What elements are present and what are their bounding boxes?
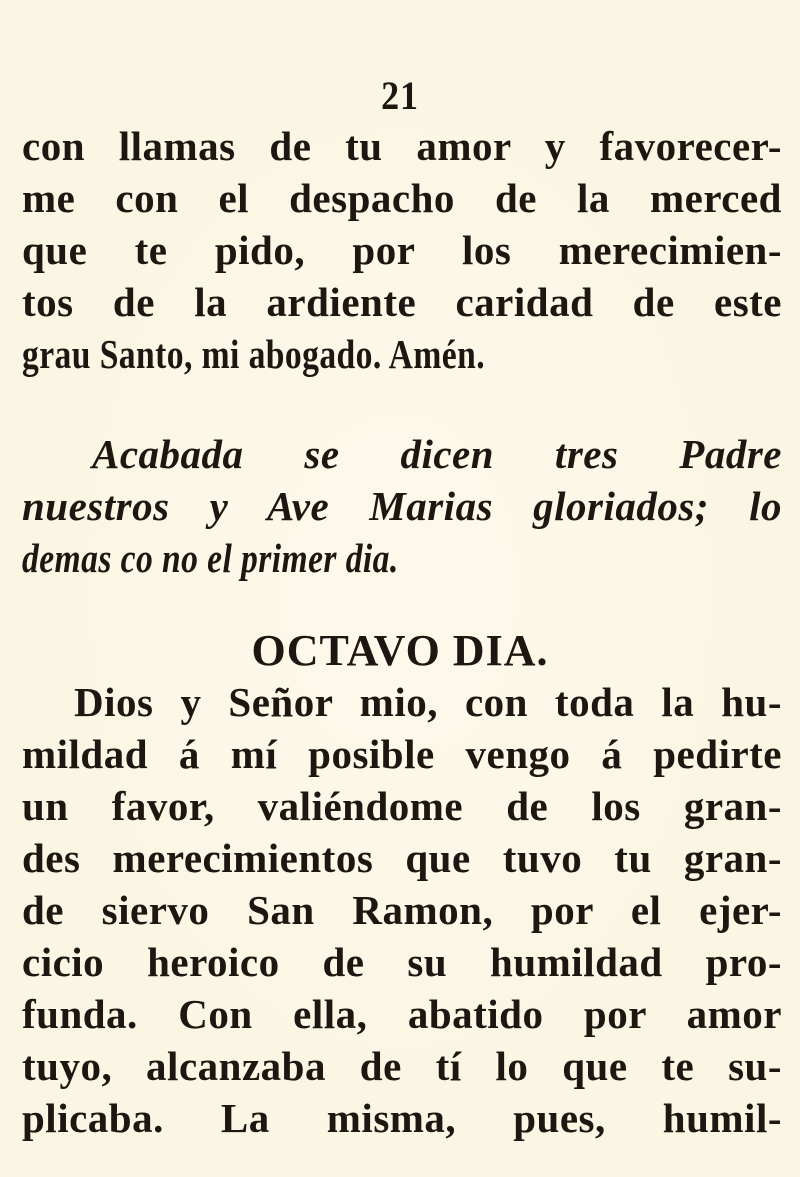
text-line: tos de la ardiente caridad de este	[22, 279, 782, 325]
section-paragraph	[22, 676, 782, 1144]
text-line: grau Santo, mi abogado. Amén.	[22, 331, 486, 377]
text-line: de siervo San Ramon, por el ejer-	[22, 887, 782, 933]
rubric-line: nuestros y Ave Marias gloriados; lo	[22, 483, 782, 529]
rubric-line: demas co no el primer dia.	[22, 535, 399, 581]
text-line: que te pido, por los merecimien-	[22, 227, 782, 273]
rubric-line: Acabada se dicen tres Padre	[92, 431, 782, 477]
text-line: con llamas de tu amor y favorecer-	[22, 123, 782, 169]
text-line: des merecimientos que tuvo tu gran-	[22, 835, 782, 881]
text-line: cicio heroico de su humildad pro-	[22, 939, 782, 985]
text-line: mildad á mí posible vengo á pedirte	[22, 731, 782, 777]
section-heading: OCTAVO DIA.	[251, 626, 549, 675]
text-line: un favor, valiéndome de los gran-	[22, 783, 782, 829]
text-line: tuyo, alcanzaba de tí lo que te su-	[22, 1043, 782, 1089]
text-line: Dios y Señor mio, con toda la hu-	[74, 679, 782, 725]
text-line: plicaba. La misma, pues, humil-	[22, 1095, 782, 1141]
text-line: funda. Con ella, abatido por amor	[22, 991, 782, 1037]
page-number: 21	[381, 73, 419, 118]
rubric-instruction	[22, 428, 782, 584]
continuation-paragraph	[22, 120, 782, 380]
text-line: me con el despacho de la merced	[22, 175, 782, 221]
